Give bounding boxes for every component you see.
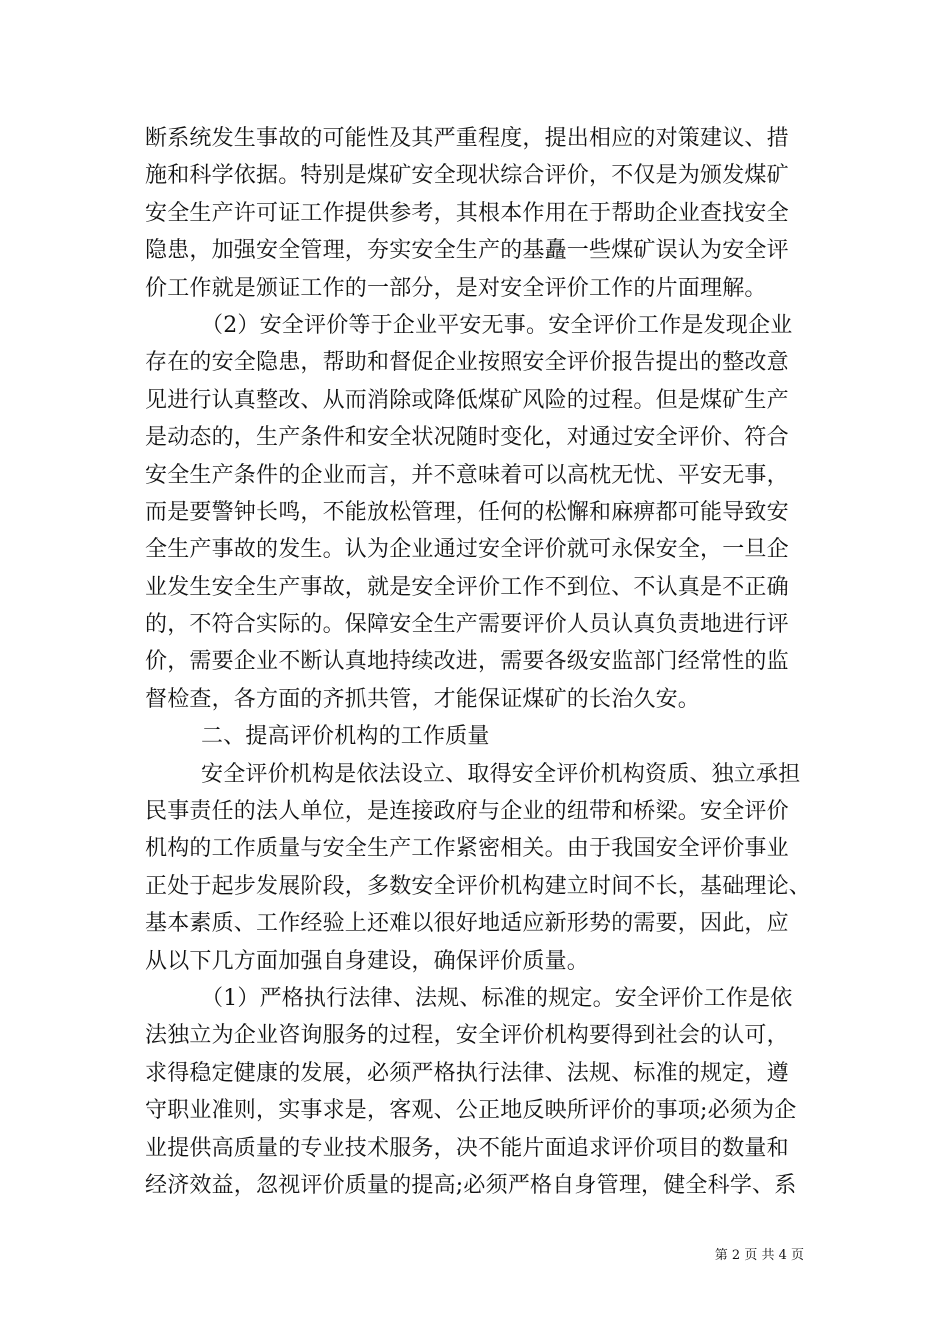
text-line: 全生产事故的发生。认为企业通过安全评价就可永保安全，一旦企 xyxy=(145,537,789,563)
section-heading: 二、提高评价机构的工作质量 xyxy=(201,724,490,750)
text-line: 经济效益，忽视评价质量的提高;必须严格自身管理，健全科学、系 xyxy=(145,1172,797,1198)
paragraph-start-line: （1）严格执行法律、法规、标准的规定。安全评价工作是依 xyxy=(201,985,793,1011)
text-line: 求得稳定健康的发展，必须严格执行法律、法规、标准的规定，遵 xyxy=(145,1060,789,1086)
text-line: 是动态的，生产条件和安全状况随时变化，对通过安全评价、符合 xyxy=(145,425,789,451)
paragraph-start-line: 安全评价机构是依法设立、取得安全评价机构资质、独立承担 xyxy=(201,761,801,787)
text-line: 督检查，各方面的齐抓共管，才能保证煤矿的长治久安。 xyxy=(145,686,701,712)
paragraph-start-line: （2）安全评价等于企业平安无事。安全评价工作是发现企业 xyxy=(201,312,793,338)
text-line: 从以下几方面加强自身建设，确保评价质量。 xyxy=(145,948,590,974)
document-body xyxy=(145,120,820,1204)
text-line: 价，需要企业不断认真地持续改进，需要各级安监部门经常性的监 xyxy=(145,649,789,675)
text-line: 机构的工作质量与安全生产工作紧密相关。由于我国安全评价事业 xyxy=(145,836,789,862)
text-line: 民事责任的法人单位，是连接政府与企业的纽带和桥梁。安全评价 xyxy=(145,799,789,825)
text-line: 安全生产许可证工作提供参考，其根本作用在于帮助企业查找安全 xyxy=(145,200,789,226)
text-line: 见进行认真整改、从而消除或降低煤矿风险的过程。但是煤矿生产 xyxy=(145,387,789,413)
text-line: 断系统发生事故的可能性及其严重程度，提出相应的对策建议、措 xyxy=(145,126,789,151)
text-line: 隐患，加强安全管理，夯实安全生产的基矗一些煤矿误认为安全评 xyxy=(145,238,789,264)
text-line: 施和科学依据。特别是煤矿安全现状综合评价，不仅是为颁发煤矿 xyxy=(145,163,789,189)
text-line: 业发生安全生产事故，就是安全评价工作不到位、不认真是不正确 xyxy=(145,574,789,600)
text-line: 正处于起步发展阶段，多数安全评价机构建立时间不长，基础理论、 xyxy=(145,873,812,899)
text-line: 业提供高质量的专业技术服务，决不能片面追求评价项目的数量和 xyxy=(145,1135,789,1161)
text-line: 基本素质、工作经验上还难以很好地适应新形势的需要，因此，应 xyxy=(145,911,789,937)
text-line: 而是要警钟长鸣，不能放松管理，任何的松懈和麻痹都可能导致安 xyxy=(145,499,789,525)
text-line: 存在的安全隐患，帮助和督促企业按照安全评价报告提出的整改意 xyxy=(145,350,789,376)
text-line: 价工作就是颁证工作的一部分，是对安全评价工作的片面理解。 xyxy=(145,275,767,301)
text-line: 的，不符合实际的。保障安全生产需要评价人员认真负责地进行评 xyxy=(145,612,789,638)
text-line: 法独立为企业咨询服务的过程，安全评价机构要得到社会的认可， xyxy=(145,1023,789,1049)
text-line: 安全生产条件的企业而言，并不意味着可以高枕无忧、平安无事， xyxy=(145,462,789,488)
page-number: 第 2 页 共 4 页 xyxy=(714,1248,804,1263)
text-line: 守职业准则，实事求是，客观、公正地反映所评价的事项;必须为企 xyxy=(145,1098,797,1124)
